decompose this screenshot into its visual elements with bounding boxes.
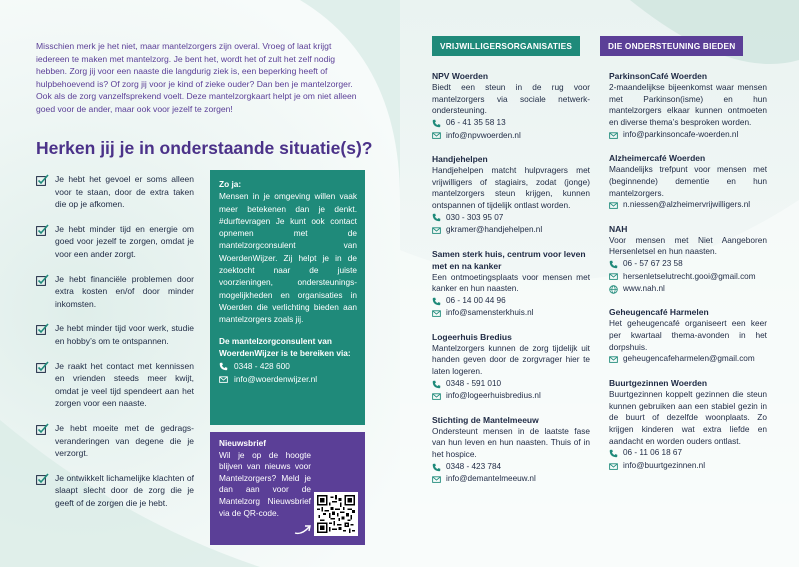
org-phone (432, 378, 590, 390)
org-description: Ondersteunt mensen in de laatste fase van hun leven en hun naasten. Thuis of in het hospice. (432, 425, 590, 460)
checkbox-check-icon (36, 274, 49, 286)
org-email-text: geheugencafeharmelen@gmail.com (623, 354, 755, 364)
arrow-right-icon (294, 522, 314, 536)
org-entry (609, 306, 767, 366)
org-name: Handjehelpen (432, 153, 488, 164)
checklist-item (36, 360, 194, 410)
org-description: Een ontmoetingsplaats voor mensen met kanker en hun naasten. (432, 271, 590, 294)
org-entry (432, 70, 590, 142)
org-website[interactable] (609, 283, 767, 295)
newsletter-heading: Nieuwsbrief (219, 438, 267, 448)
org-description: Mantelzorgers kunnen de zorg tijdelijk uit handen geven door de zorgvrager hier te laten logeren. (432, 342, 590, 377)
org-email[interactable] (609, 353, 767, 365)
org-email-text: info@logeerhuisbredius.nl (446, 391, 541, 401)
consultant-box-heading: Zo ja: (219, 179, 242, 189)
org-phone-text: 0348 - 591 010 (446, 378, 502, 388)
checklist-text: Je hebt het gevoel er soms alleen voor te staan, door de extra taken die op je afkomen. (55, 174, 194, 210)
checkbox-check-icon (36, 174, 49, 186)
email-icon (609, 131, 618, 140)
checkbox-check-icon (36, 361, 49, 373)
situations-heading: Herken jij je in onderstaande situatie(s)? (36, 138, 373, 158)
org-email[interactable] (432, 473, 590, 485)
checklist-item (36, 173, 194, 211)
consultant-email[interactable] (219, 373, 357, 385)
consultant-email-text: info@woerdenwijzer.nl (234, 374, 318, 385)
consultant-info-box (210, 170, 365, 425)
org-entry (609, 377, 767, 472)
email-icon (609, 462, 618, 471)
banner-vrijwilligersorganisaties: VRIJWILLIGERSORGANISATIES (432, 36, 580, 56)
email-icon (432, 392, 441, 401)
newsletter-box (210, 432, 365, 545)
checklist-text: Je hebt financiële problemen door extra kosten en/of door minder inkomsten. (55, 273, 194, 309)
email-icon (219, 375, 228, 384)
organizations-column-right (609, 70, 767, 483)
org-email[interactable] (432, 390, 590, 402)
org-email-text: info@demantelmeeuw.nl (446, 474, 536, 484)
org-entry (609, 223, 767, 296)
org-description: 2-maandelijkse bijeenkomst waar mensen met Parkinson(isme) en hun mantelzorgers elkaar kunnen ontmoeten en diverse thema’s besproken worden. (609, 82, 767, 128)
org-name: Alzheimercafé Woerden (609, 153, 706, 164)
org-name: NAH (609, 223, 628, 234)
org-email-text: n.niessen@alzheimervrijwilligers.nl (623, 200, 751, 210)
org-email[interactable] (609, 129, 767, 141)
org-entry (432, 153, 590, 237)
org-entry (432, 331, 590, 403)
consultant-phone-text: 0348 - 428 600 (234, 361, 290, 372)
checklist-item (36, 422, 194, 460)
checklist-item (36, 322, 194, 347)
org-phone (432, 212, 590, 224)
phone-icon (609, 260, 618, 269)
org-phone (609, 258, 767, 270)
org-name: Logeerhuis Bredius (432, 331, 512, 342)
email-icon (432, 226, 441, 235)
checklist-text: Je hebt minder tijd en energie om goed voor jezelf te zorgen, omdat je voor een ander zorgt. (55, 223, 194, 259)
checklist-text: Je ontwikkelt lichamelijke klachten of slaapt slecht door de zorg die je geeft of de zorgen die je hebt. (55, 472, 194, 508)
phone-icon (432, 463, 441, 472)
checklist-item (36, 472, 194, 510)
org-description: Maandelijks trefpunt voor mensen met (beginnende) dementie en hun mantelzorgers. (609, 164, 767, 198)
org-email[interactable] (432, 307, 590, 319)
org-email[interactable] (609, 199, 767, 211)
org-phone (432, 461, 590, 473)
consultant-box-text-1: Mensen in je omgeving willen vaak meer betekenen dan je denkt. #durftevragen (219, 191, 357, 226)
org-email-text: hersenletselutrecht.gooi@gmail.com (623, 271, 756, 281)
email-icon (432, 131, 441, 140)
newsletter-text: Wil je op de hoogte blijven van nieuws voor Mantelzorgers? Meld je dan aan voor de Mantelzorg Nieuwsbrief via de QR-code. (219, 449, 311, 518)
banner-ondersteuning: DIE ONDERSTEUNING BIEDEN (600, 36, 743, 56)
consultant-box-text-2: Je kunt ook contact opnemen met de mantelzorgconsulent van WoerdenWijzer. Zij helpt je in de zoektocht naar de juiste voorzieningen, ondersteunings-mogelijkheden en organisaties in Woerden die verlichting bieden aan mantelzorgers zoals jij. (219, 215, 357, 325)
org-description: Biedt een steun in de rug voor mantelzorgers via sociale netwerk-ondersteuning. (432, 82, 590, 116)
org-phone-text: 06 - 41 35 58 13 (446, 118, 506, 128)
organizations-column-left (432, 70, 590, 497)
email-icon (609, 201, 618, 210)
org-email[interactable] (432, 224, 590, 236)
org-name: ParkinsonCafé Woerden (609, 71, 708, 81)
org-description: Voor mensen met Niet Aangeboren Hersenletsel en hun naasten. (609, 234, 767, 257)
checkbox-check-icon (36, 323, 49, 335)
checkbox-check-icon (36, 473, 49, 485)
org-entry (609, 152, 767, 212)
org-entry (432, 414, 590, 486)
org-name: Buurtgezinnen Woerden (609, 377, 708, 388)
globe-icon (609, 285, 618, 294)
org-name: Geheugencafé Harmelen (609, 307, 709, 318)
checklist-item (36, 273, 194, 311)
situations-checklist (36, 173, 194, 521)
org-email-text: info@buurtgezinnen.nl (623, 460, 706, 470)
org-phone (432, 117, 590, 129)
email-icon (432, 309, 441, 318)
phone-icon (219, 362, 228, 371)
checkbox-check-icon (36, 224, 49, 236)
org-entry (609, 70, 767, 141)
org-email[interactable] (432, 130, 590, 142)
checkbox-check-icon (36, 423, 49, 435)
consultant-phone (219, 360, 357, 372)
org-phone (432, 295, 590, 307)
org-name: Samen sterk huis, centrum voor leven met en na kanker (432, 248, 586, 271)
qr-code-icon (317, 495, 355, 533)
intro-paragraph: Misschien merk je het niet, maar mantelzorgers zijn overal. Vroeg of laat krijgt iedereen te maken met mantelzorg. Je bent het, wordt het of zult het zelf nodig hebben. Zorg jij voor een naaste die langdurig ziek is, een beperking heeft of hulpbehoevend is? Of zorg jij voor je kind of zieke ouder? Dan ben je mantelzorger. Ook als de zorg vanzelfsprekend voelt. Deze mantelzorgkaart helpt je om niet alleen goed voor de ander, maar ook voor jezelf te zorgen! (36, 41, 357, 114)
checklist-text: Je raakt het contact met kennissen en vrienden steeds meer kwijt, omdat je veel tijd spendeert aan het zorgen voor een naaste. (55, 360, 194, 409)
org-entry (432, 248, 590, 320)
org-phone-text: 06 - 57 67 23 58 (623, 259, 683, 269)
org-phone (609, 447, 767, 459)
org-name: NPV Woerden (432, 71, 489, 81)
org-email-text: info@npvwoerden.nl (446, 130, 521, 140)
org-email-text: gkramer@handjehelpen.nl (446, 225, 543, 235)
checklist-item (36, 223, 194, 261)
org-description: Het geheugencafé organiseert een keer per kwartaal thema-avonden in het dorpshuis. (609, 318, 767, 352)
org-name: Stichting de Mantelmeeuw (432, 414, 539, 425)
org-description: Handjehelpen matcht hulpvragers met vrijwilligers of stagiairs, zodat (jonge) mantelzorgers steun krijgen, kunnen ontspannen of tijdelijk ontlast worden. (432, 164, 590, 211)
org-phone-text: 0348 - 423 784 (446, 461, 502, 471)
checklist-text: Je hebt minder tijd voor werk, studie en hobby’s om te ontspannen. (55, 323, 194, 346)
org-email-text: info@samensterkhuis.nl (446, 308, 534, 318)
phone-icon (432, 213, 441, 222)
consultant-contact-heading: De mantelzorgconsulent van WoerdenWijzer is te bereiken via: (219, 335, 351, 358)
org-phone-text: 030 - 303 95 07 (446, 212, 504, 222)
org-email[interactable] (609, 460, 767, 472)
org-phone-text: 06 - 14 00 44 96 (446, 295, 506, 305)
email-icon (432, 475, 441, 484)
checklist-text: Je hebt moeite met de gedrags-veranderingen van degene die je verzorgt. (55, 422, 194, 459)
newsletter-qr-code[interactable] (314, 492, 358, 536)
org-email-text: info@parkinsoncafe-woerden.nl (623, 129, 739, 139)
org-description: Buurtgezinnen koppelt gezinnen die steun kunnen gebruiken aan een stabiel gezin in de buurt of dezelfde woonplaats. Zo krijgen kinderen wat extra liefde en aandacht en worden ouders ontlast. (609, 388, 767, 446)
phone-icon (609, 449, 618, 458)
email-icon (609, 355, 618, 364)
org-email[interactable] (609, 271, 767, 283)
email-icon (609, 272, 618, 281)
phone-icon (432, 119, 441, 128)
phone-icon (432, 380, 441, 389)
phone-icon (432, 297, 441, 306)
org-phone-text: 06 - 11 06 18 67 (623, 448, 683, 458)
org-website-text: www.nah.nl (623, 283, 665, 293)
consultant-box-text (219, 190, 357, 325)
